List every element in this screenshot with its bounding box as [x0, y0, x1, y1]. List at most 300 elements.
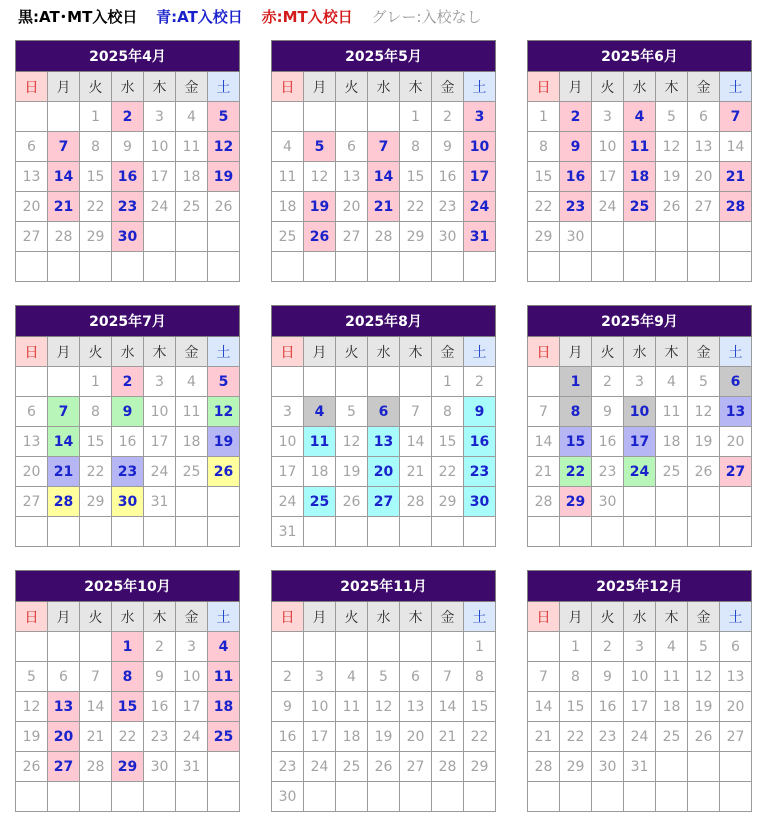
day-cell[interactable]: 16	[560, 162, 592, 192]
day-cell[interactable]: 29	[432, 487, 464, 517]
day-cell[interactable]: 17	[624, 692, 656, 722]
day-cell[interactable]: 6	[720, 367, 752, 397]
day-cell[interactable]: 4	[304, 397, 336, 427]
empty-cell	[144, 517, 176, 547]
day-cell[interactable]: 13	[688, 132, 720, 162]
day-cell[interactable]: 25	[624, 192, 656, 222]
day-cell[interactable]: 3	[272, 397, 304, 427]
day-cell[interactable]: 4	[656, 367, 688, 397]
day-cell[interactable]: 28	[80, 752, 112, 782]
empty-cell	[592, 222, 624, 252]
day-cell[interactable]: 31	[624, 752, 656, 782]
day-cell[interactable]: 9	[112, 397, 144, 427]
day-cell[interactable]: 15	[432, 427, 464, 457]
weekday-header: 日	[16, 602, 48, 632]
day-cell[interactable]: 19	[304, 192, 336, 222]
day-cell[interactable]: 10	[176, 662, 208, 692]
day-cell[interactable]: 26	[368, 752, 400, 782]
day-cell[interactable]: 26	[304, 222, 336, 252]
day-cell[interactable]: 4	[272, 132, 304, 162]
day-cell[interactable]: 30	[560, 222, 592, 252]
empty-cell	[400, 367, 432, 397]
day-cell[interactable]: 31	[272, 517, 304, 547]
day-cell[interactable]: 20	[48, 722, 80, 752]
day-cell[interactable]: 8	[80, 132, 112, 162]
day-cell[interactable]: 29	[80, 222, 112, 252]
day-cell[interactable]: 7	[80, 662, 112, 692]
day-cell[interactable]: 19	[208, 162, 240, 192]
day-cell[interactable]: 20	[16, 457, 48, 487]
day-cell[interactable]: 21	[432, 722, 464, 752]
day-cell[interactable]: 20	[400, 722, 432, 752]
day-cell[interactable]: 16	[144, 692, 176, 722]
day-cell[interactable]: 19	[688, 427, 720, 457]
day-cell[interactable]: 16	[464, 427, 496, 457]
day-cell[interactable]: 27	[16, 487, 48, 517]
day-cell[interactable]: 25	[208, 722, 240, 752]
day-cell[interactable]: 4	[656, 632, 688, 662]
day-cell[interactable]: 12	[208, 397, 240, 427]
day-cell[interactable]: 16	[112, 427, 144, 457]
empty-cell	[464, 782, 496, 812]
day-cell[interactable]: 14	[432, 692, 464, 722]
empty-cell	[176, 782, 208, 812]
empty-cell	[624, 252, 656, 282]
day-cell[interactable]: 31	[176, 752, 208, 782]
day-cell[interactable]: 30	[112, 222, 144, 252]
day-cell[interactable]: 14	[400, 427, 432, 457]
day-cell[interactable]: 29	[560, 752, 592, 782]
day-cell[interactable]: 8	[560, 397, 592, 427]
day-cell[interactable]: 22	[560, 722, 592, 752]
day-cell[interactable]: 23	[112, 457, 144, 487]
day-cell[interactable]: 21	[528, 722, 560, 752]
day-cell[interactable]: 15	[560, 427, 592, 457]
day-cell[interactable]: 6	[400, 662, 432, 692]
day-cell[interactable]: 4	[176, 367, 208, 397]
day-cell[interactable]: 15	[80, 162, 112, 192]
day-cell[interactable]: 8	[560, 662, 592, 692]
day-cell[interactable]: 28	[48, 487, 80, 517]
day-cell[interactable]: 25	[304, 487, 336, 517]
day-cell[interactable]: 3	[304, 662, 336, 692]
day-cell[interactable]: 24	[272, 487, 304, 517]
day-cell[interactable]: 2	[112, 367, 144, 397]
day-cell[interactable]: 13	[720, 397, 752, 427]
day-cell[interactable]: 15	[80, 427, 112, 457]
day-cell[interactable]: 29	[528, 222, 560, 252]
day-cell[interactable]: 5	[208, 102, 240, 132]
day-cell[interactable]: 19	[688, 692, 720, 722]
day-cell[interactable]: 7	[400, 397, 432, 427]
empty-cell	[720, 252, 752, 282]
day-cell[interactable]: 25	[176, 192, 208, 222]
day-cell[interactable]: 8	[400, 132, 432, 162]
day-cell[interactable]: 9	[144, 662, 176, 692]
day-cell[interactable]: 20	[16, 192, 48, 222]
day-cell[interactable]: 24	[464, 192, 496, 222]
day-cell[interactable]: 6	[16, 397, 48, 427]
day-cell[interactable]: 17	[624, 427, 656, 457]
day-cell[interactable]: 11	[272, 162, 304, 192]
day-cell[interactable]: 20	[720, 427, 752, 457]
day-cell[interactable]: 7	[528, 397, 560, 427]
day-cell[interactable]: 20	[368, 457, 400, 487]
day-cell[interactable]: 28	[368, 222, 400, 252]
day-cell[interactable]: 22	[560, 457, 592, 487]
day-cell[interactable]: 23	[432, 192, 464, 222]
day-cell[interactable]: 7	[368, 132, 400, 162]
day-cell[interactable]: 19	[208, 427, 240, 457]
day-cell[interactable]: 23	[112, 192, 144, 222]
day-cell[interactable]: 27	[720, 722, 752, 752]
day-cell[interactable]: 19	[368, 722, 400, 752]
day-cell[interactable]: 1	[432, 367, 464, 397]
day-cell[interactable]: 3	[144, 367, 176, 397]
day-cell[interactable]: 18	[272, 192, 304, 222]
day-cell[interactable]: 16	[592, 692, 624, 722]
day-cell[interactable]: 13	[16, 427, 48, 457]
day-cell[interactable]: 20	[336, 192, 368, 222]
day-cell[interactable]: 30	[144, 752, 176, 782]
day-cell[interactable]: 27	[336, 222, 368, 252]
day-cell[interactable]: 27	[400, 752, 432, 782]
day-cell[interactable]: 30	[592, 752, 624, 782]
day-cell[interactable]: 5	[304, 132, 336, 162]
day-cell[interactable]: 5	[336, 397, 368, 427]
day-cell[interactable]: 23	[144, 722, 176, 752]
day-cell[interactable]: 11	[208, 662, 240, 692]
day-cell[interactable]: 19	[656, 162, 688, 192]
day-cell[interactable]: 28	[528, 487, 560, 517]
day-cell[interactable]: 11	[624, 132, 656, 162]
day-cell[interactable]: 1	[560, 367, 592, 397]
day-cell[interactable]: 9	[592, 397, 624, 427]
day-cell[interactable]: 15	[400, 162, 432, 192]
empty-cell	[144, 222, 176, 252]
day-cell[interactable]: 16	[592, 427, 624, 457]
day-cell[interactable]: 27	[720, 457, 752, 487]
day-cell[interactable]: 28	[432, 752, 464, 782]
day-cell[interactable]: 21	[48, 457, 80, 487]
day-cell[interactable]: 11	[176, 397, 208, 427]
day-cell[interactable]: 10	[144, 132, 176, 162]
day-cell[interactable]: 3	[464, 102, 496, 132]
day-cell[interactable]: 25	[272, 222, 304, 252]
day-cell[interactable]: 10	[624, 662, 656, 692]
day-cell[interactable]: 29	[400, 222, 432, 252]
day-cell[interactable]: 11	[176, 132, 208, 162]
day-cell[interactable]: 26	[336, 487, 368, 517]
day-cell[interactable]: 5	[368, 662, 400, 692]
empty-cell	[400, 632, 432, 662]
day-cell[interactable]: 7	[528, 662, 560, 692]
day-cell[interactable]: 1	[560, 632, 592, 662]
day-cell[interactable]: 12	[16, 692, 48, 722]
day-cell[interactable]: 3	[624, 367, 656, 397]
empty-cell	[656, 782, 688, 812]
day-cell[interactable]: 18	[176, 162, 208, 192]
day-cell[interactable]: 12	[688, 662, 720, 692]
day-cell[interactable]: 22	[400, 192, 432, 222]
day-cell[interactable]: 12	[656, 132, 688, 162]
day-cell[interactable]: 1	[464, 632, 496, 662]
day-cell[interactable]: 25	[176, 457, 208, 487]
day-cell[interactable]: 19	[16, 722, 48, 752]
day-cell[interactable]: 9	[560, 132, 592, 162]
day-cell[interactable]: 28	[400, 487, 432, 517]
day-cell[interactable]: 21	[400, 457, 432, 487]
day-cell[interactable]: 8	[80, 397, 112, 427]
day-cell[interactable]: 30	[592, 487, 624, 517]
day-cell[interactable]: 8	[464, 662, 496, 692]
empty-cell	[368, 367, 400, 397]
empty-cell	[528, 252, 560, 282]
day-cell[interactable]: 11	[656, 397, 688, 427]
day-cell[interactable]: 5	[208, 367, 240, 397]
day-cell[interactable]: 18	[656, 427, 688, 457]
day-cell[interactable]: 28	[528, 752, 560, 782]
day-cell[interactable]: 18	[208, 692, 240, 722]
day-cell[interactable]: 15	[464, 692, 496, 722]
day-cell[interactable]: 21	[528, 457, 560, 487]
day-cell[interactable]: 7	[48, 397, 80, 427]
day-cell[interactable]: 12	[304, 162, 336, 192]
day-cell[interactable]: 13	[720, 662, 752, 692]
day-cell[interactable]: 7	[432, 662, 464, 692]
day-cell[interactable]: 17	[144, 427, 176, 457]
day-cell[interactable]: 1	[400, 102, 432, 132]
weekday-header: 月	[560, 72, 592, 102]
day-cell[interactable]: 28	[48, 222, 80, 252]
day-cell[interactable]: 2	[592, 367, 624, 397]
day-cell[interactable]: 30	[112, 487, 144, 517]
day-cell[interactable]: 8	[528, 132, 560, 162]
day-cell[interactable]: 5	[688, 632, 720, 662]
day-cell[interactable]: 16	[272, 722, 304, 752]
day-cell[interactable]: 5	[16, 662, 48, 692]
day-cell[interactable]: 14	[48, 162, 80, 192]
day-cell[interactable]: 9	[272, 692, 304, 722]
weekday-header: 金	[688, 602, 720, 632]
day-cell[interactable]: 14	[80, 692, 112, 722]
day-cell[interactable]: 13	[400, 692, 432, 722]
day-cell[interactable]: 6	[368, 397, 400, 427]
day-cell[interactable]: 6	[336, 132, 368, 162]
day-cell[interactable]: 6	[16, 132, 48, 162]
day-cell[interactable]: 16	[112, 162, 144, 192]
day-cell[interactable]: 24	[592, 192, 624, 222]
legend-gray: グレー:入校なし	[371, 8, 482, 26]
day-cell[interactable]: 21	[80, 722, 112, 752]
weekday-header: 水	[368, 72, 400, 102]
day-cell[interactable]: 14	[368, 162, 400, 192]
day-cell[interactable]: 17	[176, 692, 208, 722]
day-cell[interactable]: 26	[208, 457, 240, 487]
day-cell[interactable]: 24	[144, 457, 176, 487]
day-cell[interactable]: 3	[624, 632, 656, 662]
day-cell[interactable]: 1	[80, 367, 112, 397]
day-cell[interactable]: 29	[80, 487, 112, 517]
day-cell[interactable]: 27	[368, 487, 400, 517]
day-cell[interactable]: 12	[688, 397, 720, 427]
day-cell[interactable]: 5	[688, 367, 720, 397]
day-cell[interactable]: 9	[592, 662, 624, 692]
day-cell[interactable]: 3	[592, 102, 624, 132]
day-cell[interactable]: 19	[336, 457, 368, 487]
day-cell[interactable]: 4	[624, 102, 656, 132]
day-cell[interactable]: 21	[48, 192, 80, 222]
day-cell[interactable]: 4	[176, 102, 208, 132]
day-cell[interactable]: 13	[48, 692, 80, 722]
day-cell[interactable]: 14	[720, 132, 752, 162]
day-cell[interactable]: 17	[592, 162, 624, 192]
day-cell[interactable]: 24	[624, 722, 656, 752]
day-cell[interactable]: 6	[688, 102, 720, 132]
day-cell[interactable]: 2	[144, 632, 176, 662]
day-cell[interactable]: 30	[464, 487, 496, 517]
day-cell[interactable]: 10	[144, 397, 176, 427]
day-cell[interactable]: 13	[16, 162, 48, 192]
day-cell[interactable]: 23	[592, 722, 624, 752]
day-cell[interactable]: 15	[112, 692, 144, 722]
day-cell[interactable]: 30	[432, 222, 464, 252]
day-cell[interactable]: 1	[112, 632, 144, 662]
day-cell[interactable]: 2	[272, 662, 304, 692]
day-cell[interactable]: 16	[432, 162, 464, 192]
day-cell[interactable]: 20	[720, 692, 752, 722]
day-cell[interactable]: 29	[560, 487, 592, 517]
day-cell[interactable]: 24	[176, 722, 208, 752]
day-cell[interactable]: 10	[624, 397, 656, 427]
day-cell[interactable]: 26	[208, 192, 240, 222]
day-cell[interactable]: 22	[464, 722, 496, 752]
day-cell[interactable]: 1	[80, 102, 112, 132]
day-cell[interactable]: 14	[528, 427, 560, 457]
day-cell[interactable]: 11	[656, 662, 688, 692]
day-cell[interactable]: 29	[464, 752, 496, 782]
day-cell[interactable]: 3	[176, 632, 208, 662]
day-cell[interactable]: 22	[432, 457, 464, 487]
day-cell[interactable]: 13	[368, 427, 400, 457]
day-cell[interactable]: 17	[144, 162, 176, 192]
month-calendar	[271, 40, 496, 282]
weekday-header: 火	[592, 337, 624, 367]
weekday-header: 月	[560, 337, 592, 367]
day-cell[interactable]: 5	[656, 102, 688, 132]
day-cell[interactable]: 21	[720, 162, 752, 192]
day-cell[interactable]: 12	[336, 427, 368, 457]
day-cell[interactable]: 26	[656, 192, 688, 222]
day-cell[interactable]: 26	[688, 457, 720, 487]
day-cell[interactable]: 24	[624, 457, 656, 487]
day-cell[interactable]: 25	[656, 457, 688, 487]
day-cell[interactable]: 2	[464, 367, 496, 397]
day-cell[interactable]: 2	[592, 632, 624, 662]
day-cell[interactable]: 12	[368, 692, 400, 722]
day-cell[interactable]: 8	[432, 397, 464, 427]
weekday-header: 火	[336, 72, 368, 102]
day-cell[interactable]: 10	[464, 132, 496, 162]
day-cell[interactable]: 15	[560, 692, 592, 722]
month-calendar	[527, 305, 752, 547]
day-cell[interactable]: 17	[304, 722, 336, 752]
day-cell[interactable]: 10	[304, 692, 336, 722]
day-cell[interactable]: 9	[464, 397, 496, 427]
day-cell[interactable]: 21	[368, 192, 400, 222]
day-cell[interactable]: 2	[432, 102, 464, 132]
day-cell[interactable]: 18	[336, 722, 368, 752]
day-cell[interactable]: 8	[112, 662, 144, 692]
day-cell[interactable]: 4	[336, 662, 368, 692]
day-cell[interactable]: 24	[144, 192, 176, 222]
day-cell[interactable]: 2	[560, 102, 592, 132]
day-cell[interactable]: 25	[336, 752, 368, 782]
day-cell[interactable]: 9	[432, 132, 464, 162]
weekday-header: 日	[528, 337, 560, 367]
day-cell[interactable]: 18	[304, 457, 336, 487]
day-cell[interactable]: 23	[272, 752, 304, 782]
day-cell[interactable]: 3	[144, 102, 176, 132]
day-cell[interactable]: 7	[720, 102, 752, 132]
day-cell[interactable]: 15	[528, 162, 560, 192]
day-cell[interactable]: 26	[688, 722, 720, 752]
day-cell[interactable]: 14	[528, 692, 560, 722]
day-cell[interactable]: 22	[528, 192, 560, 222]
day-cell[interactable]: 6	[48, 662, 80, 692]
day-cell[interactable]: 17	[272, 457, 304, 487]
day-cell[interactable]: 10	[592, 132, 624, 162]
day-cell[interactable]: 23	[592, 457, 624, 487]
day-cell[interactable]: 22	[112, 722, 144, 752]
day-cell[interactable]: 26	[16, 752, 48, 782]
day-cell[interactable]: 31	[464, 222, 496, 252]
day-cell[interactable]: 10	[272, 427, 304, 457]
day-cell[interactable]: 18	[176, 427, 208, 457]
day-cell[interactable]: 24	[304, 752, 336, 782]
day-cell[interactable]: 1	[528, 102, 560, 132]
day-cell[interactable]: 11	[304, 427, 336, 457]
day-cell[interactable]: 28	[720, 192, 752, 222]
day-cell[interactable]: 22	[80, 457, 112, 487]
day-cell[interactable]: 11	[336, 692, 368, 722]
day-cell[interactable]: 17	[464, 162, 496, 192]
day-cell[interactable]: 22	[80, 192, 112, 222]
day-cell[interactable]: 27	[16, 222, 48, 252]
day-cell[interactable]: 30	[272, 782, 304, 812]
day-cell[interactable]: 12	[208, 132, 240, 162]
day-cell[interactable]: 13	[336, 162, 368, 192]
day-cell[interactable]: 27	[48, 752, 80, 782]
day-cell[interactable]: 14	[48, 427, 80, 457]
day-cell[interactable]: 29	[112, 752, 144, 782]
day-cell[interactable]: 27	[688, 192, 720, 222]
day-cell[interactable]: 18	[624, 162, 656, 192]
empty-cell	[16, 102, 48, 132]
day-cell[interactable]: 23	[560, 192, 592, 222]
day-cell[interactable]: 7	[48, 132, 80, 162]
day-cell[interactable]: 31	[144, 487, 176, 517]
day-cell[interactable]: 6	[720, 632, 752, 662]
day-cell[interactable]: 18	[656, 692, 688, 722]
day-cell[interactable]: 2	[112, 102, 144, 132]
day-cell[interactable]: 9	[112, 132, 144, 162]
day-cell[interactable]: 25	[656, 722, 688, 752]
month-title: 2025年8月	[272, 306, 496, 337]
day-cell[interactable]: 4	[208, 632, 240, 662]
day-cell[interactable]: 23	[464, 457, 496, 487]
day-cell[interactable]: 20	[688, 162, 720, 192]
